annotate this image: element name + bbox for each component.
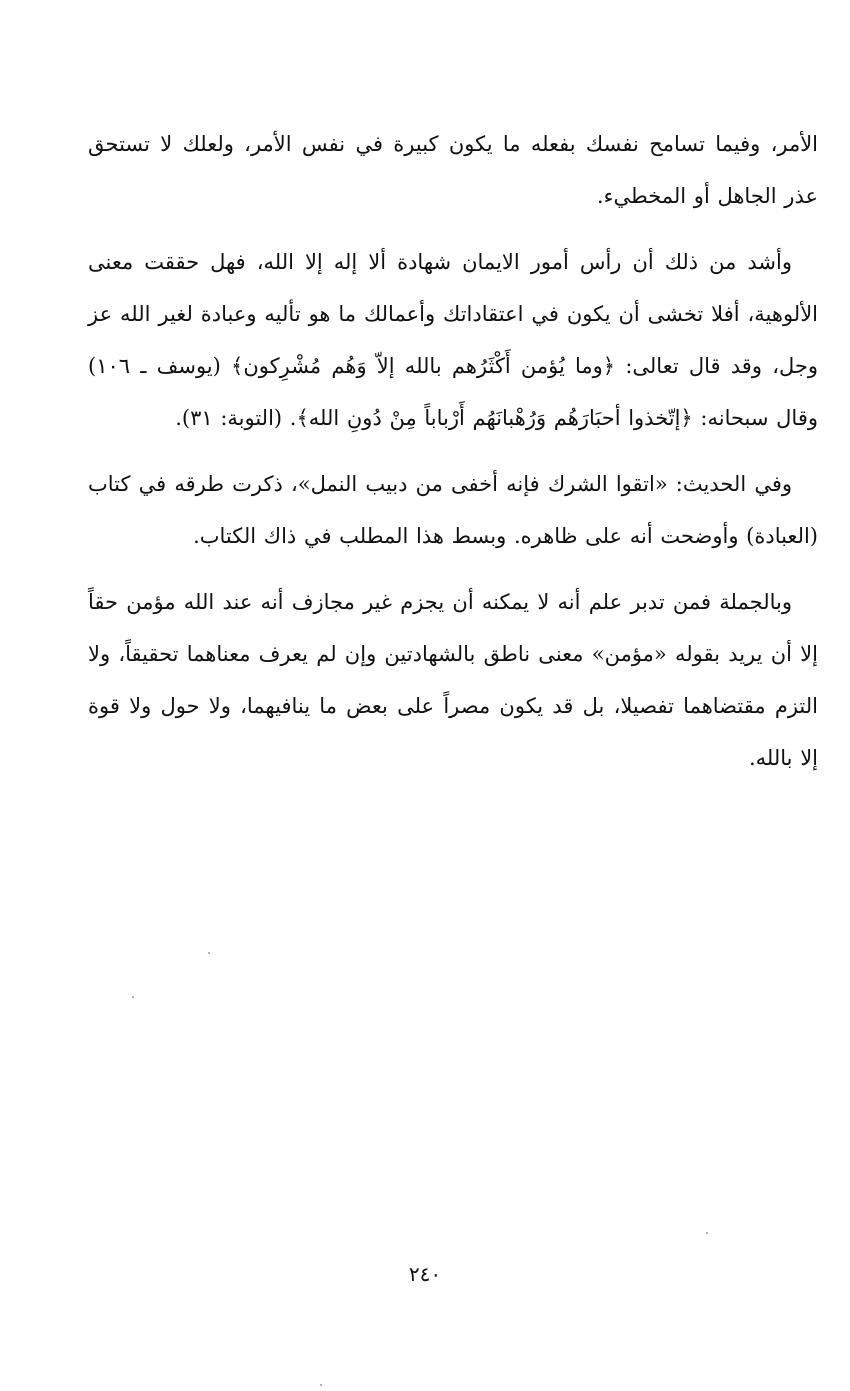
paragraph-4: وبالجملة فمن تدبر علم أنه لا يمكنه أن يجزم غير مجازف أنه عند الله مؤمن حقاً إلا أن يريد بقوله «مؤمن» معنى ناطق بالشهادتين وإن لم يعرف معناهما تحقيقاً، ولا التزم مقتضاهما تفصيلا، بل قد يكون مصراً على بعض ما ينافيهما، ولا حول ولا قوة إلا بالله. bbox=[88, 590, 818, 770]
paragraph-2: وأشد من ذلك أن رأس أمور الايمان شهادة ألا إله إلا الله، فهل حققت معنى الألوهية، أفلا تخشى أن يكون في اعتقاداتك وأعمالك ما هو تأليه وعبادة لغير الله عز وجل، وقد قال تعالى: ﴿وما يُؤمن أَكْثَرُهم بالله إلاّ وَهُم مُشْرِكون﴾ (يوسف ـ ١٠٦) وقال سبحانه: ﴿إتّخذوا أحبَارَهُم وَرُهْبانَهُم أَرْباباً مِنْ دُونِ الله﴾. (التوبة: ٣١). bbox=[88, 250, 818, 430]
body-text bbox=[88, 118, 818, 784]
paragraph-1: الأمر، وفيما تسامح نفسك بفعله ما يكون كبيرة في نفس الأمر، ولعلك لا تستحق عذر الجاهل أو المخطيء. bbox=[88, 132, 818, 208]
scan-speck bbox=[132, 996, 134, 998]
page-number: ٢٤٠ bbox=[408, 1262, 442, 1286]
scan-speck bbox=[706, 1232, 708, 1234]
scan-speck bbox=[208, 952, 210, 954]
scan-speck bbox=[320, 1384, 322, 1386]
paragraph-3: وفي الحديث: «اتقوا الشرك فإنه أخفى من دبيب النمل»، ذكرت طرقه في كتاب (العبادة) وأوضحت أنه على ظاهره. وبسط هذا المطلب في ذاك الكتاب. bbox=[88, 472, 818, 548]
